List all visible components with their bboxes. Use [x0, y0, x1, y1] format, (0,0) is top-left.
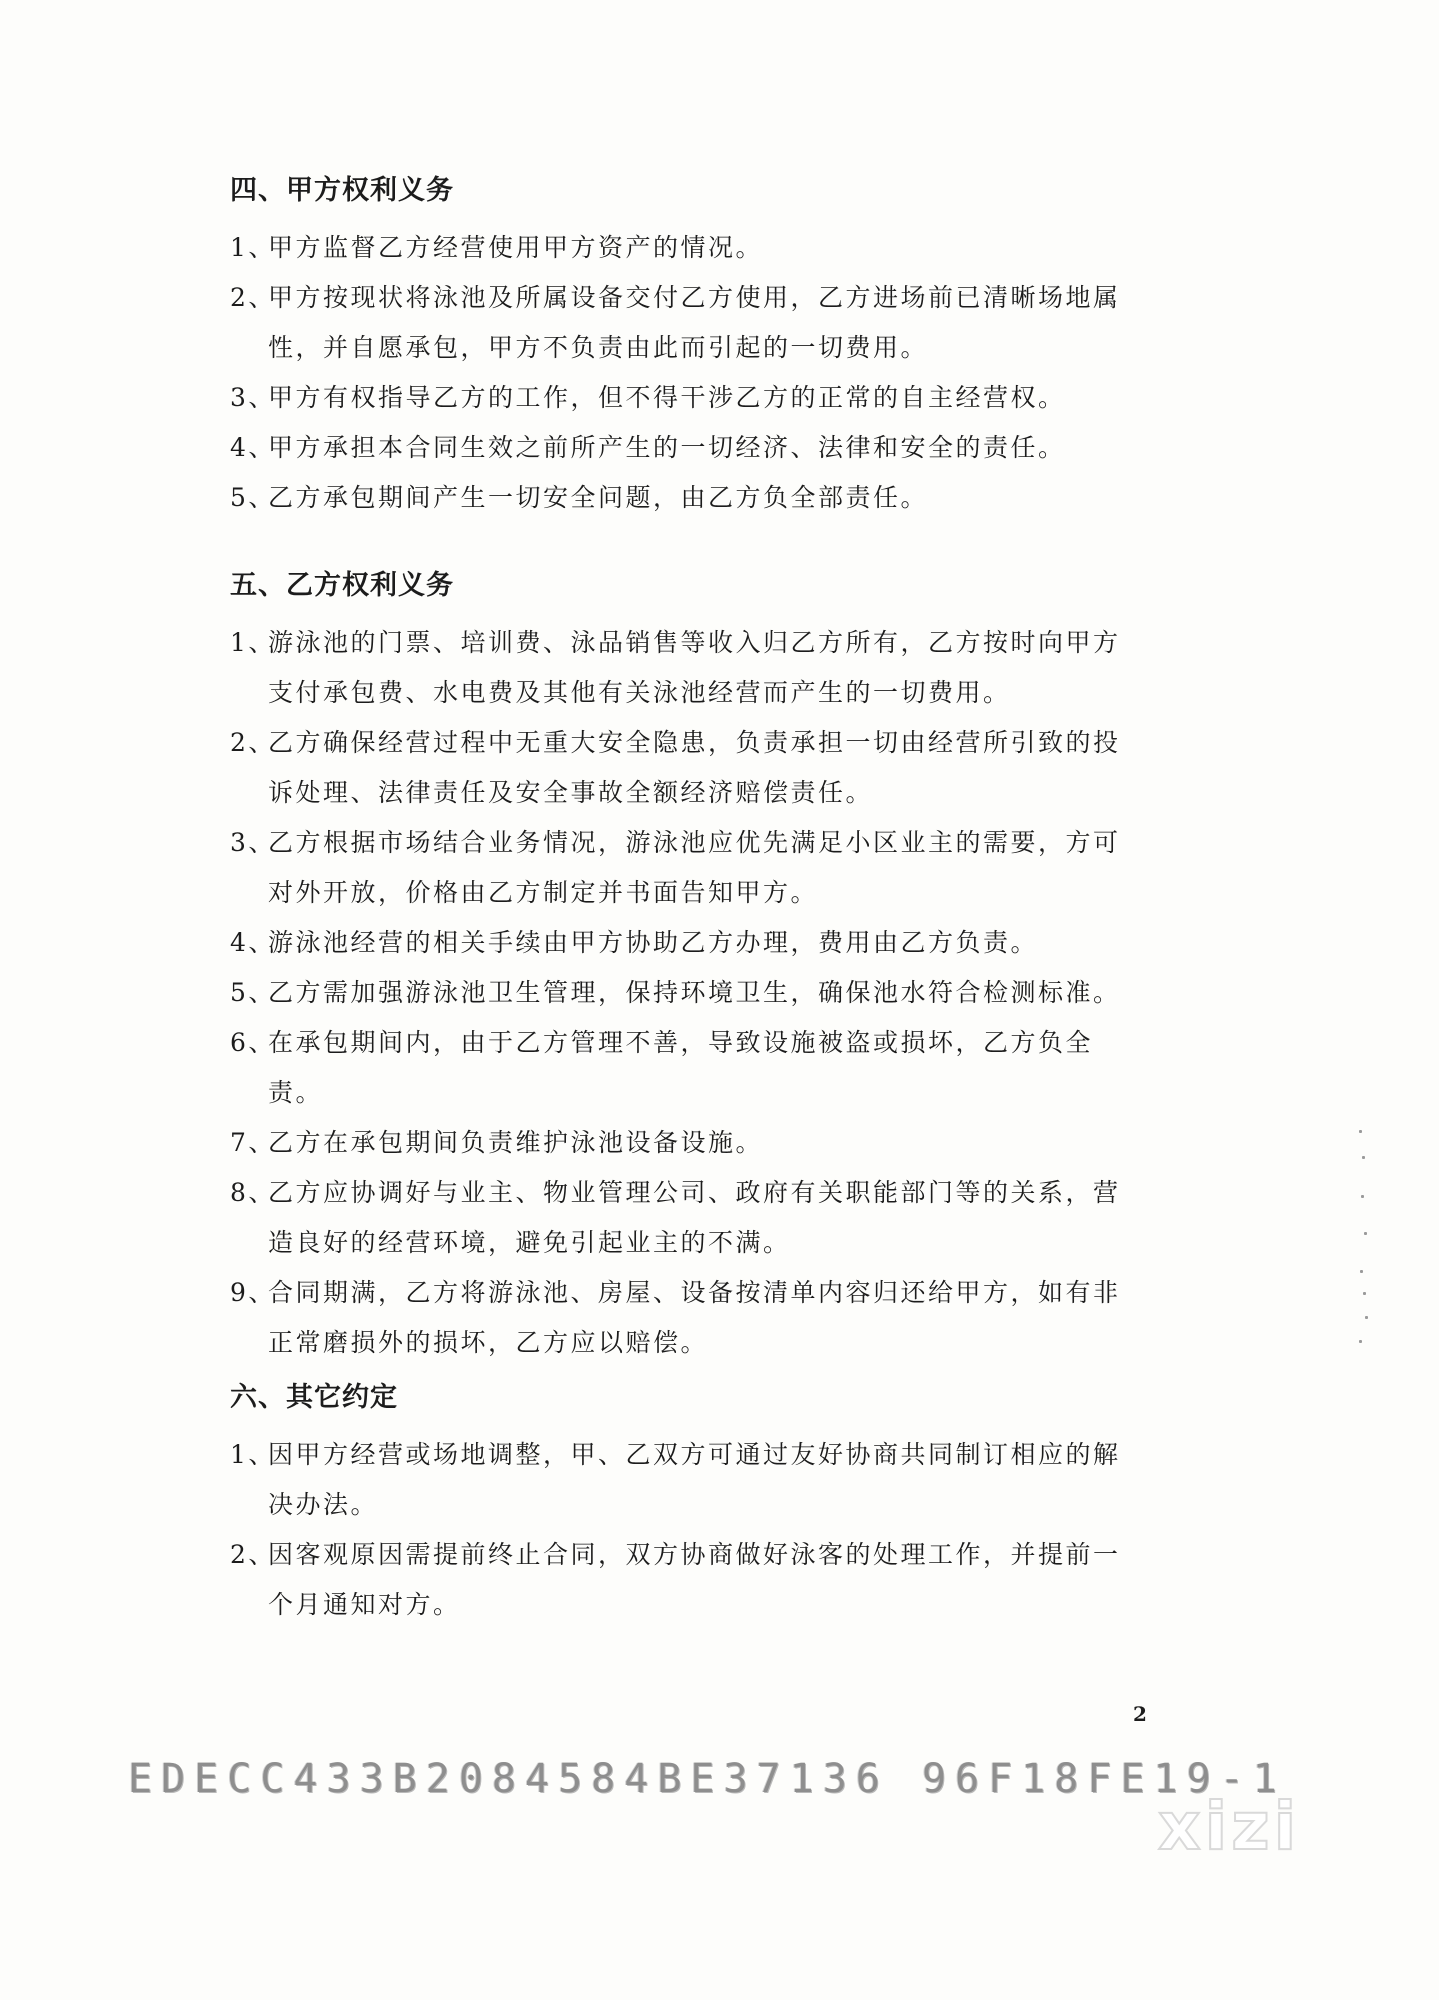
item-text: 乙方在承包期间负责维护泳池设备设施。 [268, 1128, 764, 1157]
item-number: 7、 [230, 1128, 276, 1157]
section-4-list [230, 223, 1150, 523]
item-number: 6、 [230, 1028, 276, 1057]
list-item [230, 1118, 1150, 1168]
list-item [230, 618, 1150, 718]
item-number: 2、 [230, 728, 276, 757]
item-text: 因客观原因需提前终止合同，双方协商做好泳客的处理工作，并提前一个月通知对方。 [268, 1540, 1121, 1619]
list-item [230, 423, 1150, 473]
section-6-heading: 六、其它约定 [230, 1382, 398, 1413]
item-text: 甲方有权指导乙方的工作，但不得干涉乙方的正常的自主经营权。 [268, 383, 1066, 412]
item-number: 9、 [230, 1278, 276, 1307]
list-item [230, 473, 1150, 523]
item-text: 甲方承担本合同生效之前所产生的一切经济、法律和安全的责任。 [268, 433, 1066, 462]
item-number: 4、 [230, 433, 276, 462]
item-text: 甲方监督乙方经营使用甲方资产的情况。 [268, 233, 764, 262]
item-number: 4、 [230, 928, 276, 957]
section-5-list [230, 618, 1150, 1368]
item-number: 5、 [230, 978, 276, 1007]
section-6 [230, 1380, 1150, 1630]
list-item [230, 223, 1150, 273]
item-text: 乙方根据市场结合业务情况，游泳池应优先满足小区业主的需要，方可对外开放，价格由乙方制定并书面告知甲方。 [268, 828, 1121, 907]
item-text: 乙方承包期间产生一切安全问题，由乙方负全部责任。 [268, 483, 929, 512]
item-text: 乙方确保经营过程中无重大安全隐患，负责承担一切由经营所引致的投诉处理、法律责任及安全事故全额经济赔偿责任。 [268, 728, 1121, 807]
item-text: 因甲方经营或场地调整，甲、乙双方可通过友好协商共同制订相应的解决办法。 [268, 1440, 1121, 1519]
item-text: 乙方需加强游泳池卫生管理，保持环境卫生，确保池水符合检测标准。 [268, 978, 1121, 1007]
page-number: 2 [1133, 1702, 1147, 1726]
site-watermark: xizi [1158, 1788, 1301, 1865]
list-item [230, 718, 1150, 818]
item-number: 5、 [230, 483, 276, 512]
list-item [230, 273, 1150, 373]
section-5 [230, 568, 1150, 1368]
item-number: 2、 [230, 283, 276, 312]
item-text: 游泳池的门票、培训费、泳品销售等收入归乙方所有，乙方按时向甲方支付承包费、水电费及其他有关泳池经营而产生的一切费用。 [268, 628, 1121, 707]
list-item [230, 1018, 1150, 1118]
list-item [230, 1530, 1150, 1630]
item-text: 合同期满，乙方将游泳池、房屋、设备按清单内容归还给甲方，如有非正常磨损外的损坏，乙方应以赔偿。 [268, 1278, 1121, 1357]
item-text: 在承包期间内，由于乙方管理不善，导致设施被盗或损坏，乙方负全责。 [268, 1028, 1094, 1107]
scan-specks [1355, 1120, 1375, 1350]
list-item [230, 1168, 1150, 1268]
list-item [230, 1430, 1150, 1530]
section-4-heading: 四、甲方权利义务 [230, 175, 454, 206]
section-4 [230, 173, 1150, 523]
item-text: 游泳池经营的相关手续由甲方协助乙方办理，费用由乙方负责。 [268, 928, 1039, 957]
item-text: 甲方按现状将泳池及所属设备交付乙方使用，乙方进场前已清晰场地属性，并自愿承包，甲方不负责由此而引起的一切费用。 [268, 283, 1121, 362]
item-number: 2、 [230, 1540, 276, 1569]
item-number: 8、 [230, 1178, 276, 1207]
item-number: 3、 [230, 383, 276, 412]
list-item [230, 373, 1150, 423]
section-5-heading: 五、乙方权利义务 [230, 570, 454, 601]
list-item [230, 818, 1150, 918]
document-code-stamp: EDECC433B2084584BE37136 96F18FE19-1 [128, 1756, 1286, 1802]
item-number: 1、 [230, 628, 276, 657]
section-6-list [230, 1430, 1150, 1630]
item-number: 1、 [230, 1440, 276, 1469]
item-number: 1、 [230, 233, 276, 262]
item-number: 3、 [230, 828, 276, 857]
list-item [230, 1268, 1150, 1368]
list-item [230, 918, 1150, 968]
item-text: 乙方应协调好与业主、物业管理公司、政府有关职能部门等的关系，营造良好的经营环境，避免引起业主的不满。 [268, 1178, 1121, 1257]
list-item [230, 968, 1150, 1018]
